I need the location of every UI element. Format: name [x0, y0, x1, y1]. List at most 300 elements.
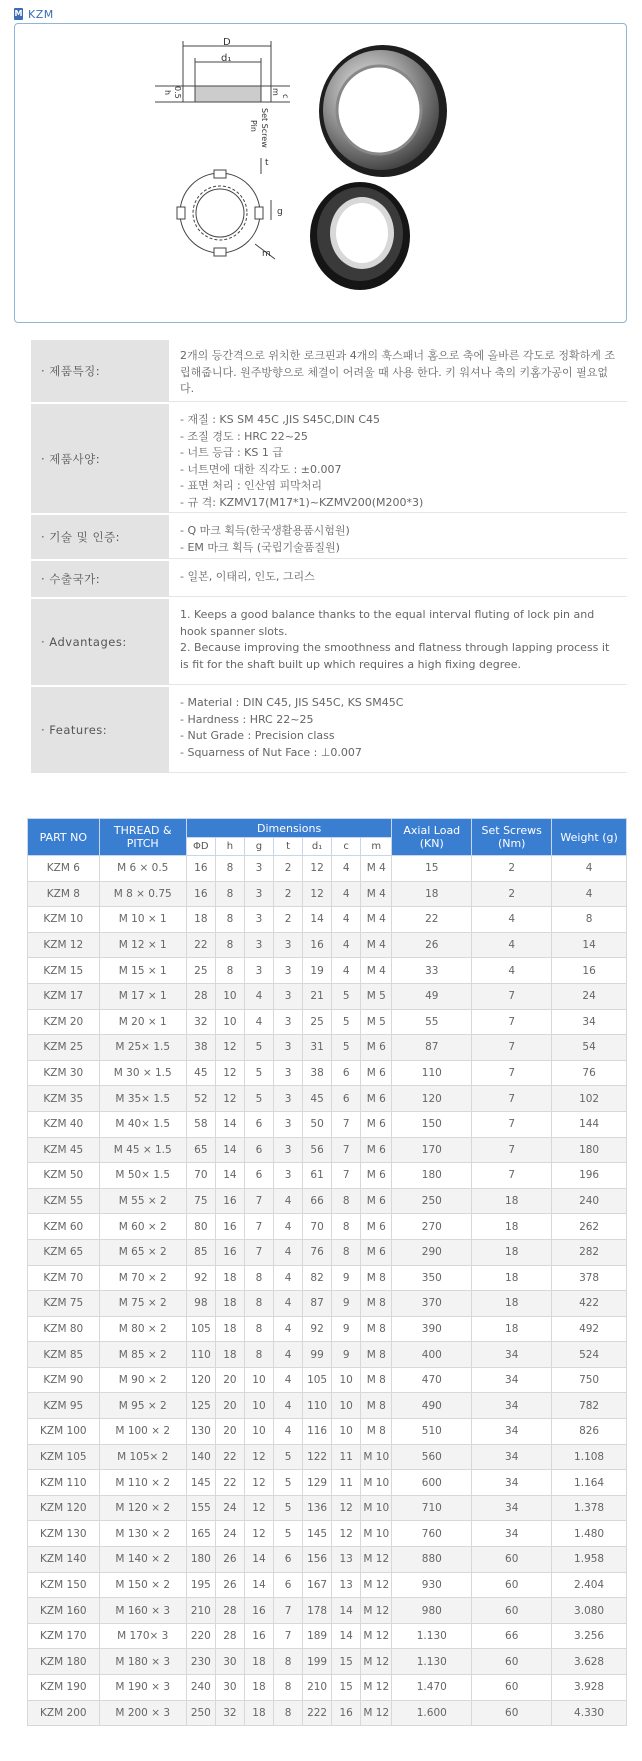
table-cell: M 180 × 3 [99, 1649, 186, 1675]
table-cell: 12 [303, 856, 332, 882]
table-cell: 16 [215, 1239, 244, 1265]
table-cell: 24 [552, 983, 627, 1009]
table-cell: 1.600 [392, 1700, 472, 1726]
table-cell: KZM 35 [28, 1086, 100, 1112]
table-cell: 4 [274, 1316, 303, 1342]
table-cell: 18 [472, 1214, 552, 1240]
spec-label: · 기술 및 인증: [31, 515, 169, 559]
table-cell: 24 [215, 1521, 244, 1547]
table-cell: 60 [472, 1572, 552, 1598]
table-cell: 110 [303, 1393, 332, 1419]
table-cell: 18 [244, 1700, 273, 1726]
table-cell: 34 [472, 1419, 552, 1445]
table-cell: 7 [332, 1111, 361, 1137]
table-row [28, 1188, 627, 1214]
table-cell: 45 [303, 1086, 332, 1112]
table-cell: 4 [244, 983, 273, 1009]
table-cell: 4 [274, 1367, 303, 1393]
table-cell: 1.108 [552, 1444, 627, 1470]
table-cell: M 10 [361, 1444, 392, 1470]
spec-line: 2. Because improving the smoothness and flatness through lapping process it is fit for the shaft built up which requires a high fixing degree. [180, 641, 610, 671]
table-cell: 1.470 [392, 1675, 472, 1701]
table-cell: 270 [392, 1214, 472, 1240]
table-cell: 34 [472, 1470, 552, 1496]
table-cell: 524 [552, 1342, 627, 1368]
table-cell: 6 [244, 1111, 273, 1137]
table-cell: 2.404 [552, 1572, 627, 1598]
table-cell: M 120 × 2 [99, 1495, 186, 1521]
table-cell: M 20 × 1 [99, 1009, 186, 1035]
table-row [28, 1547, 627, 1573]
table-cell: 12 [244, 1521, 273, 1547]
table-cell: 122 [303, 1444, 332, 1470]
table-cell: 34 [552, 1009, 627, 1035]
table-cell: 65 [186, 1137, 215, 1163]
table-cell: 16 [552, 958, 627, 984]
table-cell: KZM 80 [28, 1316, 100, 1342]
table-row [28, 1342, 627, 1368]
table-cell: 7 [472, 1137, 552, 1163]
table-cell: 12 [244, 1470, 273, 1496]
table-row [28, 1009, 627, 1035]
table-cell: M 4 [361, 907, 392, 933]
table-cell: 8 [215, 881, 244, 907]
table-cell: 34 [472, 1393, 552, 1419]
table-cell: M 10 × 1 [99, 907, 186, 933]
table-row [28, 1137, 627, 1163]
table-cell: 75 [186, 1188, 215, 1214]
table-cell: KZM 130 [28, 1521, 100, 1547]
table-row [28, 1265, 627, 1291]
table-cell: 390 [392, 1316, 472, 1342]
label-05: 0.5 [173, 86, 182, 99]
table-cell: KZM 60 [28, 1214, 100, 1240]
table-cell: M 150 × 2 [99, 1572, 186, 1598]
table-cell: 4 [274, 1188, 303, 1214]
table-cell: 3.256 [552, 1623, 627, 1649]
table-cell: KZM 170 [28, 1623, 100, 1649]
table-cell: 2 [274, 856, 303, 882]
table-cell: 14 [215, 1111, 244, 1137]
table-cell: 4 [472, 907, 552, 933]
table-cell: 76 [552, 1060, 627, 1086]
table-cell: 18 [244, 1649, 273, 1675]
table-cell: 156 [303, 1547, 332, 1573]
table-cell: 2 [274, 881, 303, 907]
table-cell: 15 [392, 856, 472, 882]
table-cell: 9 [332, 1265, 361, 1291]
table-cell: 165 [186, 1521, 215, 1547]
table-cell: KZM 17 [28, 983, 100, 1009]
header-dim-D: ΦD [186, 838, 215, 856]
table-cell: 196 [552, 1163, 627, 1189]
table-cell: M 6 [361, 1086, 392, 1112]
table-cell: M 100 × 2 [99, 1419, 186, 1445]
table-cell: M 12 [361, 1623, 392, 1649]
label-h: h [163, 90, 172, 96]
table-cell: 110 [392, 1060, 472, 1086]
table-row [28, 1521, 627, 1547]
table-cell: 2 [472, 881, 552, 907]
table-cell: M 12 [361, 1675, 392, 1701]
spec-line: - Nut Grade : Precision class [180, 729, 335, 742]
spec-value [169, 404, 627, 513]
table-cell: 54 [552, 1035, 627, 1061]
table-cell: 61 [303, 1163, 332, 1189]
header-dim-m: m [361, 838, 392, 856]
table-cell: 3.628 [552, 1649, 627, 1675]
table-cell: 10 [215, 1009, 244, 1035]
table-cell: 12 [244, 1495, 273, 1521]
table-cell: 18 [186, 907, 215, 933]
table-cell: M 190 × 3 [99, 1675, 186, 1701]
table-row [28, 1470, 627, 1496]
table-cell: 76 [303, 1239, 332, 1265]
table-cell: 8 [215, 958, 244, 984]
table-cell: 92 [186, 1265, 215, 1291]
table-row [28, 1444, 627, 1470]
spec-row-features-ko [31, 340, 627, 404]
table-cell: KZM 105 [28, 1444, 100, 1470]
table-cell: 87 [303, 1291, 332, 1317]
table-cell: 6 [332, 1060, 361, 1086]
table-cell: 12 [332, 1521, 361, 1547]
table-cell: 16 [215, 1188, 244, 1214]
table-cell: 98 [186, 1291, 215, 1317]
table-row [28, 1495, 627, 1521]
parts-table-body [28, 856, 627, 1726]
table-cell: 14 [244, 1572, 273, 1598]
table-cell: 9 [332, 1342, 361, 1368]
table-cell: M 110 × 2 [99, 1470, 186, 1496]
spec-line: 1. Keeps a good balance thanks to the equal interval fluting of lock pin and hook spanner slots. [180, 608, 595, 638]
table-cell: 110 [186, 1342, 215, 1368]
table-cell: 129 [303, 1470, 332, 1496]
table-cell: 5 [244, 1086, 273, 1112]
table-cell: 16 [244, 1623, 273, 1649]
table-cell: 11 [332, 1470, 361, 1496]
label-m-front: m [262, 249, 271, 259]
table-cell: 34 [472, 1444, 552, 1470]
table-cell: 7 [472, 983, 552, 1009]
table-cell: 370 [392, 1291, 472, 1317]
table-cell: 11 [332, 1444, 361, 1470]
table-cell: 22 [215, 1470, 244, 1496]
table-cell: 490 [392, 1393, 472, 1419]
table-cell: 70 [186, 1163, 215, 1189]
table-cell: 8 [244, 1316, 273, 1342]
document-icon: M [14, 9, 23, 18]
table-cell: 180 [552, 1137, 627, 1163]
table-cell: 18 [215, 1342, 244, 1368]
table-cell: 105 [303, 1367, 332, 1393]
table-cell: 52 [186, 1086, 215, 1112]
table-cell: 8 [552, 907, 627, 933]
table-cell: 136 [303, 1495, 332, 1521]
table-cell: 5 [274, 1495, 303, 1521]
table-cell: M 8 [361, 1342, 392, 1368]
table-cell: 20 [215, 1419, 244, 1445]
table-cell: 15 [332, 1649, 361, 1675]
table-cell: 282 [552, 1239, 627, 1265]
table-cell: M 12 [361, 1547, 392, 1573]
table-cell: 24 [215, 1495, 244, 1521]
spec-line: - 너트 등급 : KS 1 급 [180, 446, 283, 459]
table-cell: KZM 140 [28, 1547, 100, 1573]
table-cell: 14 [215, 1163, 244, 1189]
table-cell: 4 [274, 1265, 303, 1291]
table-cell: M 8 × 0.75 [99, 881, 186, 907]
table-cell: 1.958 [552, 1547, 627, 1573]
table-cell: 210 [303, 1675, 332, 1701]
table-cell: 350 [392, 1265, 472, 1291]
table-cell: 145 [303, 1521, 332, 1547]
table-cell: KZM 10 [28, 907, 100, 933]
table-cell: 8 [274, 1675, 303, 1701]
table-cell: KZM 12 [28, 932, 100, 958]
table-cell: 180 [186, 1547, 215, 1573]
table-cell: M 105× 2 [99, 1444, 186, 1470]
table-row [28, 1035, 627, 1061]
table-cell: 199 [303, 1649, 332, 1675]
table-cell: 80 [186, 1214, 215, 1240]
table-cell: M 6 [361, 1035, 392, 1061]
table-cell: M 75 × 2 [99, 1291, 186, 1317]
table-row [28, 1649, 627, 1675]
table-cell: 22 [392, 907, 472, 933]
table-cell: 50 [303, 1111, 332, 1137]
spec-line: - 표면 처리 : 인산염 피막처리 [180, 479, 323, 492]
table-cell: 3 [274, 1060, 303, 1086]
spec-line: - Q 마크 획득(한국생활용품시험원) [180, 524, 350, 537]
table-cell: 20 [215, 1367, 244, 1393]
table-row [28, 1291, 627, 1317]
table-cell: 1.130 [392, 1623, 472, 1649]
table-cell: 4 [472, 932, 552, 958]
table-cell: 250 [186, 1700, 215, 1726]
table-cell: 6 [274, 1547, 303, 1573]
table-cell: 5 [244, 1035, 273, 1061]
spec-value [169, 561, 627, 597]
spec-label: · 수출국가: [31, 561, 169, 597]
table-cell: 7 [274, 1598, 303, 1624]
table-cell: 5 [332, 1035, 361, 1061]
table-cell: M 140 × 2 [99, 1547, 186, 1573]
table-cell: 378 [552, 1265, 627, 1291]
table-cell: 18 [392, 881, 472, 907]
table-cell: 82 [303, 1265, 332, 1291]
label-t: t [265, 158, 269, 168]
label-D: D [223, 37, 231, 48]
table-cell: 760 [392, 1521, 472, 1547]
spec-label: · 제품특징: [31, 340, 169, 402]
spec-line: - 규 격: KZMV17(M17*1)~KZMV200(M200*3) [180, 495, 424, 509]
table-cell: 22 [186, 932, 215, 958]
table-cell: 12 [215, 1060, 244, 1086]
table-cell: M 40× 1.5 [99, 1111, 186, 1137]
table-cell: 66 [472, 1623, 552, 1649]
table-cell: 3 [274, 1137, 303, 1163]
table-cell: KZM 40 [28, 1111, 100, 1137]
table-cell: M 130 × 2 [99, 1521, 186, 1547]
table-cell: 8 [215, 932, 244, 958]
table-cell: 13 [332, 1572, 361, 1598]
table-cell: 710 [392, 1495, 472, 1521]
table-cell: M 35× 1.5 [99, 1086, 186, 1112]
table-cell: 8 [332, 1239, 361, 1265]
front-view [177, 158, 275, 259]
table-cell: 10 [244, 1419, 273, 1445]
table-cell: 470 [392, 1367, 472, 1393]
table-cell: 38 [186, 1035, 215, 1061]
table-cell: KZM 110 [28, 1470, 100, 1496]
table-cell: 5 [244, 1060, 273, 1086]
spec-line: - Hardness : HRC 22~25 [180, 712, 314, 726]
table-cell: 1.480 [552, 1521, 627, 1547]
table-cell: M 4 [361, 856, 392, 882]
table-cell: 16 [332, 1700, 361, 1726]
table-row [28, 907, 627, 933]
table-cell: M 6 × 0.5 [99, 856, 186, 882]
table-cell: 422 [552, 1291, 627, 1317]
table-cell: M 8 [361, 1316, 392, 1342]
table-cell: M 85 × 2 [99, 1342, 186, 1368]
spec-label: · Advantages: [31, 599, 169, 685]
table-cell: 10 [244, 1367, 273, 1393]
table-cell: 14 [303, 907, 332, 933]
table-cell: 7 [274, 1623, 303, 1649]
table-cell: 290 [392, 1239, 472, 1265]
table-cell: 3 [274, 1163, 303, 1189]
table-cell: 826 [552, 1419, 627, 1445]
table-cell: 25 [186, 958, 215, 984]
table-cell: 15 [332, 1675, 361, 1701]
spec-value [169, 599, 627, 685]
table-cell: 105 [186, 1316, 215, 1342]
table-cell: 4 [274, 1342, 303, 1368]
table-cell: 1.130 [392, 1649, 472, 1675]
table-cell: KZM 30 [28, 1060, 100, 1086]
table-cell: 16 [303, 932, 332, 958]
table-cell: 12 [244, 1444, 273, 1470]
table-cell: 4 [274, 1214, 303, 1240]
table-cell: 3 [274, 958, 303, 984]
table-cell: 7 [332, 1163, 361, 1189]
table-cell: 10 [332, 1393, 361, 1419]
spec-label: · 제품사양: [31, 404, 169, 513]
table-cell: 14 [552, 932, 627, 958]
table-cell: 38 [303, 1060, 332, 1086]
table-cell: M 80 × 2 [99, 1316, 186, 1342]
table-cell: KZM 90 [28, 1367, 100, 1393]
spec-line: - 재질 : KS SM 45C ,JIS S45C,DIN C45 [180, 413, 380, 426]
table-cell: 180 [392, 1163, 472, 1189]
table-cell: 18 [244, 1675, 273, 1701]
table-row [28, 1111, 627, 1137]
table-cell: 28 [215, 1623, 244, 1649]
table-cell: 4 [274, 1239, 303, 1265]
table-cell: M 12 [361, 1700, 392, 1726]
table-row [28, 932, 627, 958]
table-cell: 22 [215, 1444, 244, 1470]
table-cell: M 70 × 2 [99, 1265, 186, 1291]
table-cell: 8 [274, 1649, 303, 1675]
label-g: g [277, 207, 283, 217]
spec-line: - Material : DIN C45, JIS S45C, KS SM45C [180, 696, 404, 709]
table-cell: M 6 [361, 1060, 392, 1086]
spec-row-advantages [31, 599, 627, 687]
table-cell: 32 [186, 1009, 215, 1035]
table-cell: 18 [472, 1188, 552, 1214]
table-cell: KZM 70 [28, 1265, 100, 1291]
label-c: c [281, 94, 290, 99]
spec-row-features [31, 687, 627, 775]
label-pin: Pin [249, 120, 258, 132]
table-cell: 6 [274, 1572, 303, 1598]
table-cell: 3 [244, 932, 273, 958]
table-cell: 28 [215, 1598, 244, 1624]
table-cell: 26 [215, 1547, 244, 1573]
table-cell: 5 [274, 1444, 303, 1470]
table-cell: 60 [472, 1649, 552, 1675]
table-cell: KZM 95 [28, 1393, 100, 1419]
table-cell: 178 [303, 1598, 332, 1624]
table-cell: 5 [274, 1521, 303, 1547]
table-cell: 55 [392, 1009, 472, 1035]
table-cell: 18 [215, 1316, 244, 1342]
table-cell: 30 [215, 1649, 244, 1675]
table-cell: 9 [332, 1316, 361, 1342]
table-cell: M 8 [361, 1393, 392, 1419]
table-cell: KZM 65 [28, 1239, 100, 1265]
table-row [28, 1700, 627, 1726]
table-cell: 10 [244, 1393, 273, 1419]
header-axial-load: Axial Load (KN) [392, 819, 472, 856]
spec-line: - 일본, 이태리, 인도, 그리스 [180, 570, 315, 583]
table-cell: 7 [332, 1137, 361, 1163]
table-cell: 12 [332, 1495, 361, 1521]
table-cell: 16 [244, 1598, 273, 1624]
table-row [28, 1598, 627, 1624]
header-dim-h: h [215, 838, 244, 856]
table-cell: M 6 [361, 1188, 392, 1214]
table-cell: 4 [332, 856, 361, 882]
table-cell: 1.378 [552, 1495, 627, 1521]
spec-line: - EM 마크 획득 (국립기술품질원) [180, 540, 340, 554]
table-cell: M 30 × 1.5 [99, 1060, 186, 1086]
table-cell: 34 [472, 1367, 552, 1393]
table-cell: 230 [186, 1649, 215, 1675]
table-cell: 18 [215, 1291, 244, 1317]
table-cell: 144 [552, 1111, 627, 1137]
table-cell: 18 [472, 1239, 552, 1265]
table-cell: 16 [186, 856, 215, 882]
table-cell: 2 [274, 907, 303, 933]
table-cell: M 12 [361, 1572, 392, 1598]
spec-row-certification-ko [31, 515, 627, 561]
table-cell: M 12 [361, 1649, 392, 1675]
table-row [28, 1367, 627, 1393]
table-cell: 170 [392, 1137, 472, 1163]
table-cell: KZM 8 [28, 881, 100, 907]
header-dim-c: c [332, 838, 361, 856]
table-row [28, 1214, 627, 1240]
table-cell: 3 [274, 932, 303, 958]
table-row [28, 1572, 627, 1598]
table-cell: 155 [186, 1495, 215, 1521]
table-row [28, 881, 627, 907]
table-cell: M 4 [361, 881, 392, 907]
